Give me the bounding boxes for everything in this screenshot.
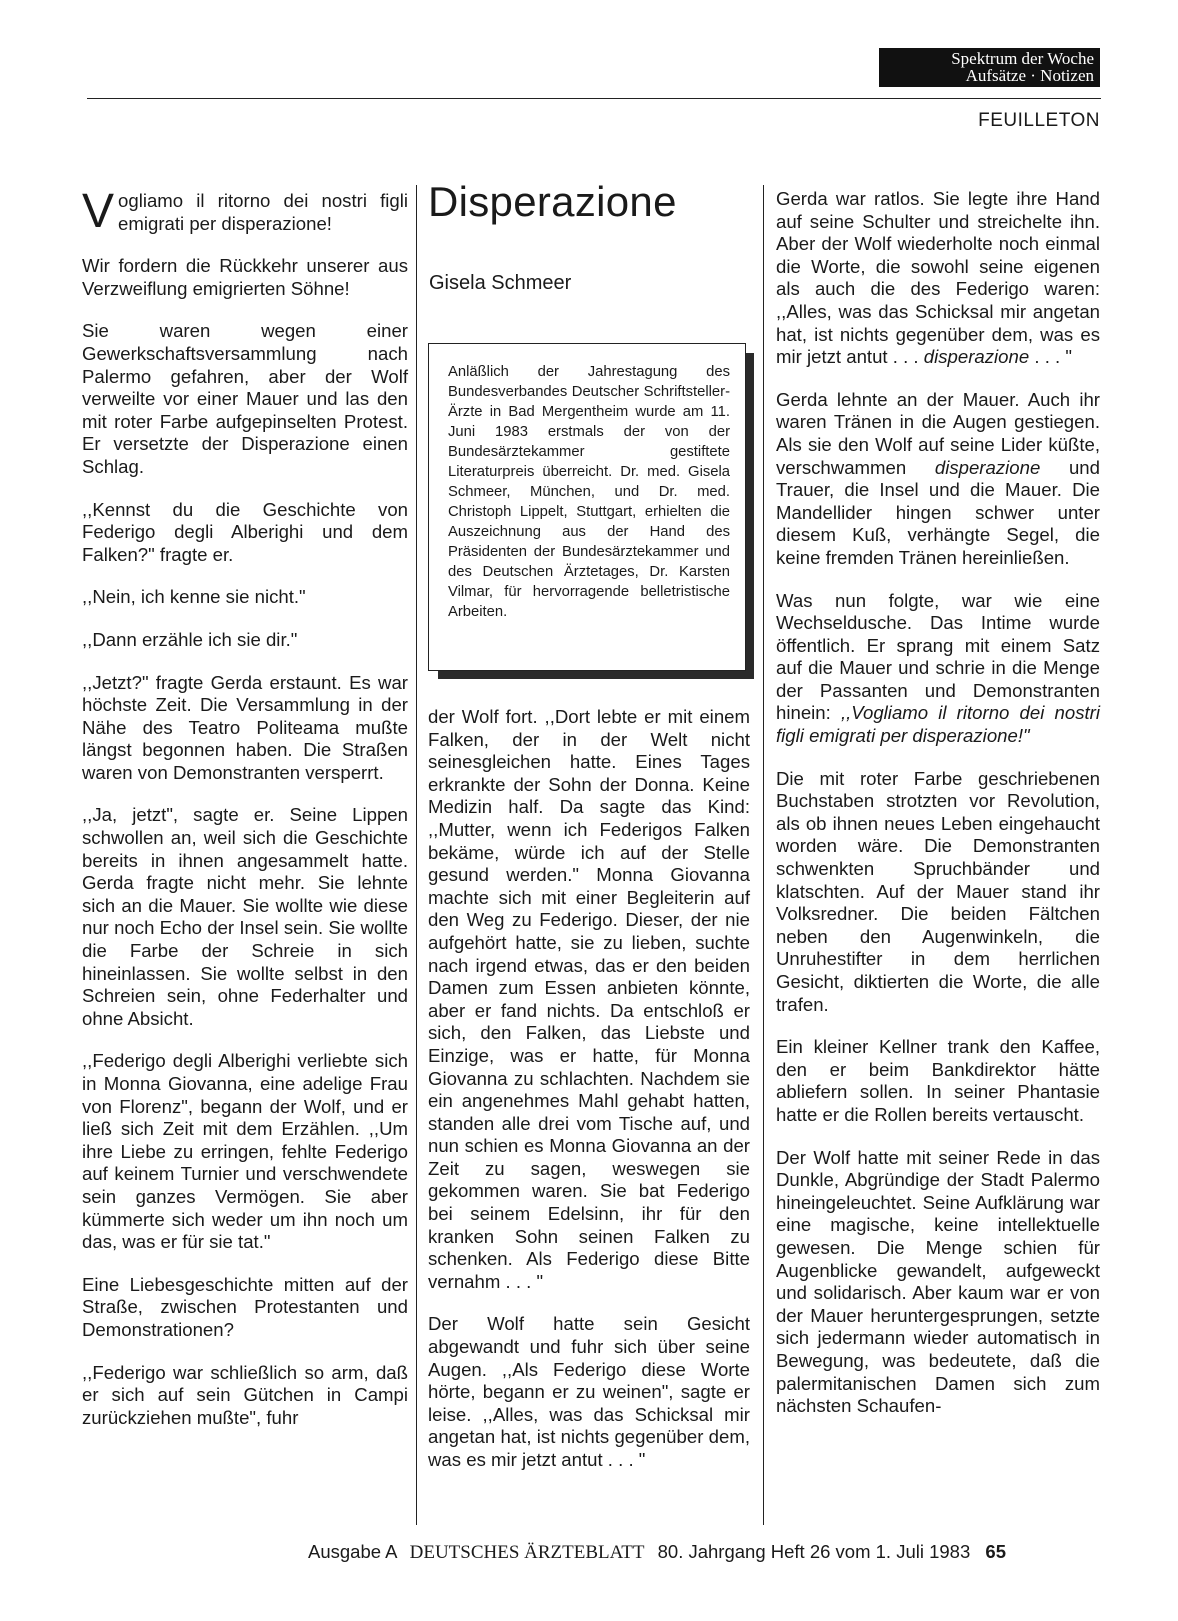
article-column-2 — [428, 706, 750, 1492]
article-paragraph: Sie waren wegen einer Gewerkschaftsversammlung nach Palermo gefahren, aber der Wolf verweilte vor einer Mauer und las den mit roter Farbe aufgepinselten Protest. Er versetzte der Disperazione einen Schlag. — [82, 320, 408, 477]
drop-cap: V — [82, 185, 115, 238]
article-column-1 — [82, 185, 408, 1449]
article-paragraph: ,,Ja, jetzt", sagte er. Seine Lippen schwollen an, weil sich die Geschichte bereits in ihnen angesammelt hatte. Gerda fragte nicht mehr. Sie lehnte sich an die Mauer. Sie wollte wie diese nur noch Echo der Insel sein. Sie wollte die Farbe der Schreie in sich hineinlassen. Sie wollte selbst in den Schreien sein, ohne Federhalter und ohne Absicht. — [82, 804, 408, 1029]
article-paragraph: Vogliamo il ritorno dei nostri figli emigrati per disperazione! — [82, 185, 408, 238]
article-paragraph: ,,Federigo degli Alberighi verliebte sich in Monna Giovanna, eine adelige Frau von Florenz", begann der Wolf, und er ließ sich Zeit mit dem Erzählen. ,,Um ihre Liebe zu erringen, fehlte Federigo auf keinem Turnier und verschwendete sein ganzes Vermögen. Sie aber kümmerte sich weder um ihn noch um das, was er für sie tat." — [82, 1050, 408, 1253]
article-paragraph: Gerda war ratlos. Sie legte ihre Hand auf seine Schulter und streichelte ihn. Aber der Wolf wiederholte noch einmal die Worte, die sowohl seine eigenen als auch die des Federigo waren: ,,Alles, was das Schicksal mir angetan hat, ist nichts gegenüber dem, was es mir jetzt antut . . . disperazione . . . " — [776, 188, 1100, 368]
page-number: 65 — [985, 1541, 1006, 1562]
badge-line-1: Spektrum der Woche — [951, 49, 1094, 68]
article-column-3 — [776, 188, 1100, 1438]
article-paragraph: ,,Nein, ich kenne sie nicht." — [82, 586, 306, 608]
article-paragraph: Wir fordern die Rückkehr unserer aus Verzweiflung emigrierten Söhne! — [82, 255, 408, 299]
footer-edition: Ausgabe A — [308, 1541, 397, 1562]
section-label: FEUILLETON — [978, 110, 1100, 131]
footer-issue: 80. Jahrgang Heft 26 vom 1. Juli 1983 — [657, 1541, 971, 1562]
article-paragraph: Der Wolf hatte mit seiner Rede in das Dunkle, Abgründige der Stadt Palermo hineingeleuchtet. Seine Aufklärung war eine magische, keine intellektuelle gewesen. Die Menge schien für Augenblicke gewandelt, aufgeweckt und solidarisch. Aber kaum war er von der Mauer heruntergesprungen, setzte sich jedermann wieder automatisch in Bewegung, was bedeutete, daß die palermitanischen Damen sich zum nächsten Schaufen- — [776, 1146, 1100, 1417]
article-paragraph: Der Wolf hatte sein Gesicht abgewandt und fuhr sich über seine Augen. ,,Als Federigo diese Worte hörte, begann er zu weinen", sagte er leise. ,,Alles, was das Schicksal mir angetan hat, ist nichts gegenüber dem, was es mir jetzt antut . . . " — [428, 1313, 750, 1470]
column-divider-left — [416, 185, 417, 1525]
article-paragraph: ,,Dann erzähle ich sie dir." — [82, 628, 298, 650]
article-title: Disperazione — [428, 178, 677, 225]
article-paragraph: Gerda lehnte an der Mauer. Auch ihr waren Tränen in die Augen gestiegen. Als sie den Wolf auf seine Lider küßte, verschwammen disperazione und Trauer, die Insel und die Mauer. Die Mandellider hingen schwer unter diesem Kuß, verhängte Segel, die keine fremden Tränen hereinließen. — [776, 388, 1100, 568]
article-paragraph: Ein kleiner Kellner trank den Kaffee, den er beim Bankdirektor hätte abliefern sollen. In seiner Phantasie hatte er die Rollen bereits vertauscht. — [776, 1036, 1100, 1125]
header-rule — [87, 98, 1101, 99]
article-paragraph: ,,Jetzt?" fragte Gerda erstaunt. Es war höchste Zeit. Die Versammlung in der Nähe des Teatro Politeama mußte längst begonnen haben. Die Straßen waren von Demonstranten versperrt. — [82, 671, 408, 783]
page-footer — [308, 1541, 1006, 1564]
article-paragraph: Eine Liebesgeschichte mitten auf der Straße, zwischen Protestanten und Demonstrationen? — [82, 1273, 408, 1340]
column-divider-right — [763, 185, 764, 1525]
article-paragraph: ,,Kennst du die Geschichte von Federigo degli Alberighi und dem Falken?" fragte er. — [82, 498, 408, 565]
article-paragraph: ,,Federigo war schließlich so arm, daß er sich auf sein Gütchen in Campi zurückziehen mußte", fuhr — [82, 1361, 408, 1428]
article-paragraph: Was nun folgte, war wie eine Wechseldusche. Das Intime wurde öffentlich. Er sprang mit einem Satz auf die Mauer und schrie in die Menge der Passanten und Demonstranten hinein: ,,Vogliamo il ritorno dei nostri figli emigrati per disperazione!" — [776, 589, 1100, 747]
section-badge — [879, 48, 1100, 87]
article-paragraph: Die mit roter Farbe geschriebenen Buchstaben strotzten vor Revolution, als ob ihnen neues Leben eingehaucht worden wäre. Die Demonstranten schwenkten Spruchbänder und klatschten. Auf der Mauer stand ihr Volksredner. Die beiden Fältchen neben den Augenwinkeln, die Unruhestifter in dem herrlichen Gesicht, diktierten die Worte, die alle trafen. — [776, 767, 1100, 1015]
info-box-text: Anläßlich der Jahrestagung des Bundesverbandes Deutscher Schriftsteller-Ärzte in Bad Mergentheim wurde am 11. Juni 1983 erstmals der von der Bundesärztekammer gestiftete Literaturpreis überreicht. Dr. med. Gisela Schmeer, München, und Dr. med. Christoph Lippelt, Stuttgart, erhielten die Auszeichnung aus der Hand des Präsidenten der Bundesärztekammer und des Deutschen Ärztetages, Dr. Karsten Vilmar, für hervorragende belletristische Arbeiten. — [448, 364, 730, 620]
article-paragraph: der Wolf fort. ,,Dort lebte er mit einem Falken, der in der Welt nicht seinesgleichen hatte. Eines Tages erkrankte der Sohn der Donna. Keine Medizin half. Da sagte das Kind: ,,Mutter, wenn ich Federigos Falken bekäme, würde ich auf der Stelle gesund werden." Monna Giovanna machte sich mit einer Begleiterin auf den Weg zu Federigo. Dieser, der nie aufgehört hatte, sie zu lieben, suchte nach irgend etwas, das er den beiden Damen zum Essen anbieten könnte, aber er fand nichts. Da entschloß er sich, den Falken, das Liebste und Einzige, was er hatte, für Monna Giovanna zu schlachten. Nachdem sie ein angenehmes Mahl gehabt hatten, standen alle drei vom Tische auf, und nun schien es Monna Giovanna an der Zeit zu sagen, weswegen sie gekommen waren. Sie bat Federigo bei seinem Edelsinn, ihr für den kranken Sohn seinen Falken zu schenken. Als Federigo diese Bitte vernahm . . . " — [428, 706, 750, 1292]
article-author: Gisela Schmeer — [429, 272, 572, 294]
footer-publication: DEUTSCHES ÄRZTEBLATT — [409, 1542, 645, 1563]
badge-line-2: Aufsätze · Notizen — [965, 66, 1094, 85]
